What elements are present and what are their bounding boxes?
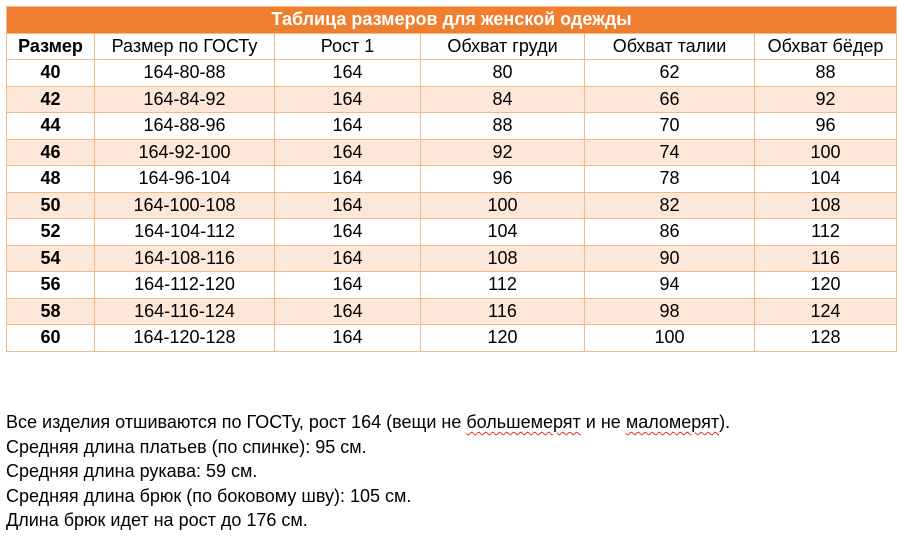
column-header: Обхват груди [421,33,585,60]
table-row [7,60,897,87]
table-body [7,60,897,352]
table-cell: 128 [755,325,897,352]
size-chart [6,6,896,352]
note-text: и не [580,412,626,432]
table-row [7,86,897,113]
table-row [7,139,897,166]
column-header: Обхват бёдер [755,33,897,60]
table-row [7,192,897,219]
note-line: Средняя длина платьев (по спинке): 95 см. [6,436,367,457]
table-cell: 164-104-112 [95,219,275,246]
table-cell: 164 [275,113,421,140]
table-row [7,245,897,272]
table-cell: 164-116-124 [95,298,275,325]
table-cell: 92 [755,86,897,113]
table-cell: 62 [585,60,755,87]
table-cell: 98 [585,298,755,325]
note-text: Все изделия отшиваются по ГОСТу, рост 164 (вещи не [6,412,467,432]
table-cell: 82 [585,192,755,219]
table-cell: 164 [275,192,421,219]
table-cell: 90 [585,245,755,272]
table-cell: 54 [7,245,95,272]
table-cell: 164 [275,272,421,299]
table-cell: 124 [755,298,897,325]
note-line: Средняя длина брюк (по боковому шву): 105 см. [6,485,412,506]
table-cell: 100 [421,192,585,219]
table-row [7,272,897,299]
table-cell: 164-120-128 [95,325,275,352]
table-cell: 44 [7,113,95,140]
notes-block [6,410,894,533]
table-row [7,113,897,140]
table-cell: 164-80-88 [95,60,275,87]
table-cell: 70 [585,113,755,140]
table-cell: 92 [421,139,585,166]
table-cell: 100 [755,139,897,166]
table-cell: 164-108-116 [95,245,275,272]
size-table [6,6,897,352]
note-line: Длина брюк идет на рост до 176 см. [6,510,308,531]
table-cell: 52 [7,219,95,246]
spellcheck-word: маломерят [625,412,720,432]
table-header-row [7,33,897,60]
table-cell: 108 [755,192,897,219]
spellcheck-word: большемерят [466,412,581,432]
table-cell: 164-84-92 [95,86,275,113]
table-cell: 164 [275,60,421,87]
table-cell: 78 [585,166,755,193]
table-cell: 112 [421,272,585,299]
table-cell: 74 [585,139,755,166]
table-cell: 96 [421,166,585,193]
table-row [7,219,897,246]
table-cell: 88 [755,60,897,87]
table-cell: 50 [7,192,95,219]
table-title: Таблица размеров для женской одежды [7,7,897,34]
table-cell: 42 [7,86,95,113]
table-cell: 164-100-108 [95,192,275,219]
table-cell: 116 [755,245,897,272]
note-text: ). [719,412,731,432]
table-cell: 84 [421,86,585,113]
table-cell: 86 [585,219,755,246]
table-cell: 58 [7,298,95,325]
note-line: Средняя длина рукава: 59 см. [6,461,258,482]
table-title-row [7,7,897,34]
table-cell: 112 [755,219,897,246]
table-cell: 120 [755,272,897,299]
table-cell: 48 [7,166,95,193]
table-cell: 88 [421,113,585,140]
table-cell: 164-112-120 [95,272,275,299]
table-cell: 96 [755,113,897,140]
column-header: Рост 1 [275,33,421,60]
table-cell: 164-92-100 [95,139,275,166]
column-header: Обхват талии [585,33,755,60]
table-cell: 60 [7,325,95,352]
note-line [6,410,894,435]
table-row [7,298,897,325]
table-cell: 164 [275,219,421,246]
table-cell: 104 [755,166,897,193]
table-row [7,325,897,352]
table-cell: 104 [421,219,585,246]
table-cell: 80 [421,60,585,87]
table-cell: 100 [585,325,755,352]
table-cell: 164 [275,245,421,272]
table-row [7,166,897,193]
column-header: Размер по ГОСТу [95,33,275,60]
table-cell: 108 [421,245,585,272]
table-cell: 116 [421,298,585,325]
table-cell: 46 [7,139,95,166]
table-cell: 164 [275,166,421,193]
table-cell: 164-88-96 [95,113,275,140]
table-cell: 164 [275,298,421,325]
table-cell: 164 [275,139,421,166]
table-cell: 56 [7,272,95,299]
table-cell: 66 [585,86,755,113]
table-cell: 120 [421,325,585,352]
table-cell: 164-96-104 [95,166,275,193]
table-cell: 40 [7,60,95,87]
table-cell: 94 [585,272,755,299]
column-header: Размер [7,33,95,60]
table-cell: 164 [275,325,421,352]
table-cell: 164 [275,86,421,113]
